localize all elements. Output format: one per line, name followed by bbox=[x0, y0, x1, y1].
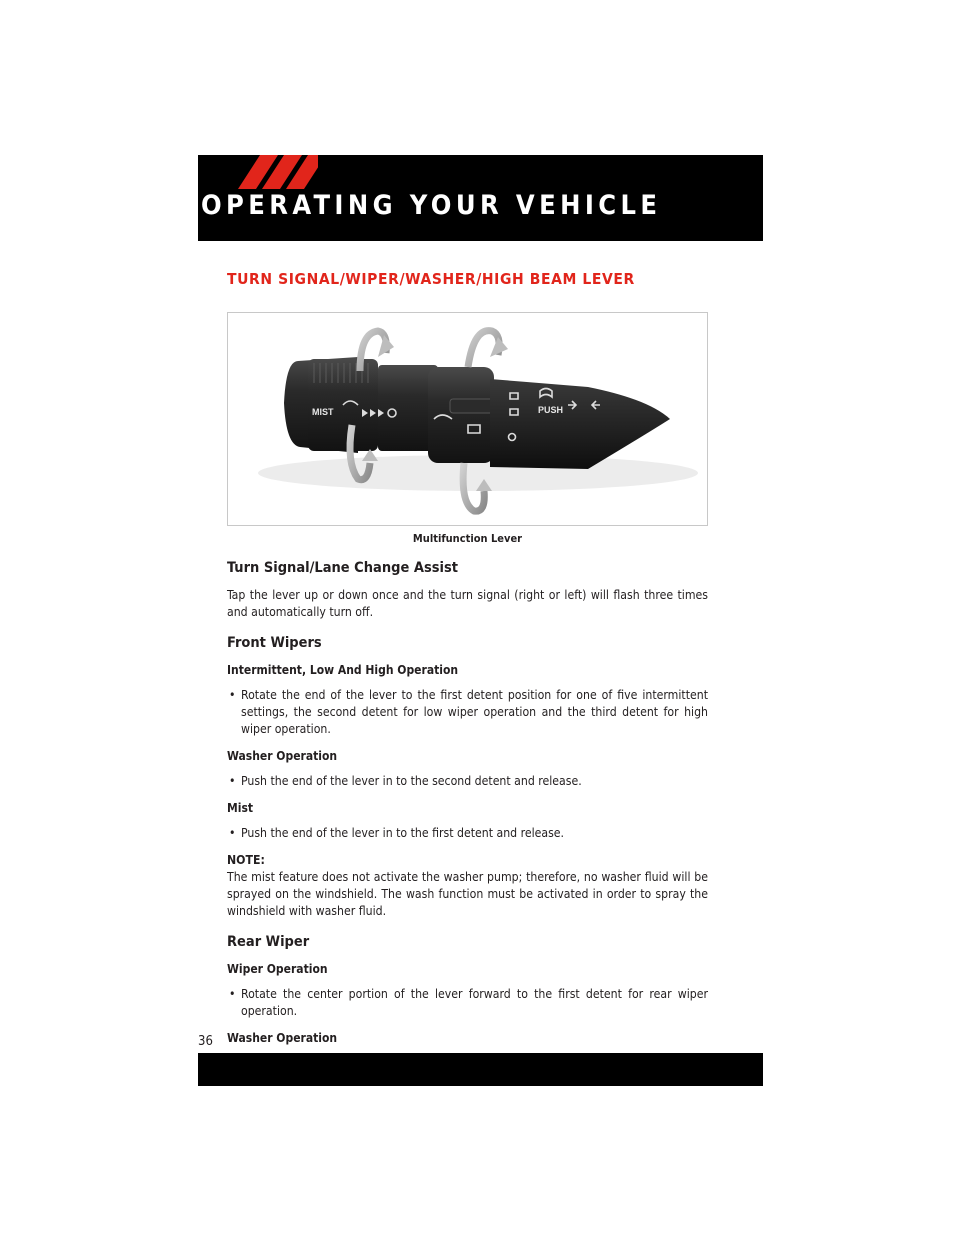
list-item bbox=[227, 773, 708, 790]
rear-wiper-heading: Rear Wiper bbox=[227, 934, 310, 950]
rear-wiper-operation-heading: Wiper Operation bbox=[227, 962, 328, 976]
mist-heading: Mist bbox=[227, 801, 254, 815]
header-title: OPERATING YOUR VEHICLE bbox=[201, 190, 662, 221]
turn-signal-text: Tap the lever up or down once and the turn signal (right or left) will flash three times and automatically turn off. bbox=[227, 588, 708, 619]
red-stripes-logo bbox=[198, 155, 318, 195]
front-wipers-heading: Front Wipers bbox=[227, 635, 322, 651]
bullet-marker: • bbox=[229, 987, 236, 1001]
note-text: The mist feature does not activate the washer pump; therefore, no washer fluid will be sprayed on the windshield. The wash function must be activated in order to spray the windshield with washer fluid. bbox=[227, 870, 708, 918]
intermittent-bullet-text: Rotate the end of the lever to the first detent position for one of five intermittent settings, the second detent for low wiper operation and the third detent for high wiper operation. bbox=[241, 688, 708, 736]
turn-signal-heading: Turn Signal/Lane Change Assist bbox=[227, 560, 458, 576]
intermittent-heading: Intermittent, Low And High Operation bbox=[227, 663, 459, 677]
page-content bbox=[227, 560, 708, 1099]
push-symbol-label: PUSH bbox=[538, 405, 564, 415]
figure-caption: Multifunction Lever bbox=[412, 532, 523, 545]
mist-bullet-text: Push the end of the lever in to the first detent and release. bbox=[241, 826, 565, 840]
rear-wiper-bullet-text: Rotate the center portion of the lever forward to the first detent for rear wiper operation. bbox=[241, 987, 708, 1018]
washer-operation-heading: Washer Operation bbox=[227, 749, 338, 763]
multifunction-lever-figure bbox=[227, 312, 708, 526]
list-item bbox=[227, 825, 708, 842]
bullet-marker: • bbox=[229, 774, 236, 788]
mist-symbol-label: MIST bbox=[312, 407, 334, 417]
multifunction-lever-illustration bbox=[228, 313, 707, 525]
rear-washer-operation-heading: Washer Operation bbox=[227, 1031, 338, 1045]
bullet-marker: • bbox=[229, 688, 236, 702]
page-number: 36 bbox=[198, 1034, 213, 1049]
list-item bbox=[227, 687, 708, 738]
note-label: NOTE: bbox=[227, 853, 265, 867]
bullet-marker: • bbox=[229, 826, 236, 840]
list-item bbox=[227, 986, 708, 1020]
footer-bar bbox=[198, 1053, 763, 1086]
section-title: TURN SIGNAL/WIPER/WASHER/HIGH BEAM LEVER bbox=[227, 270, 635, 288]
washer-bullet-text: Push the end of the lever in to the second detent and release. bbox=[241, 774, 582, 788]
